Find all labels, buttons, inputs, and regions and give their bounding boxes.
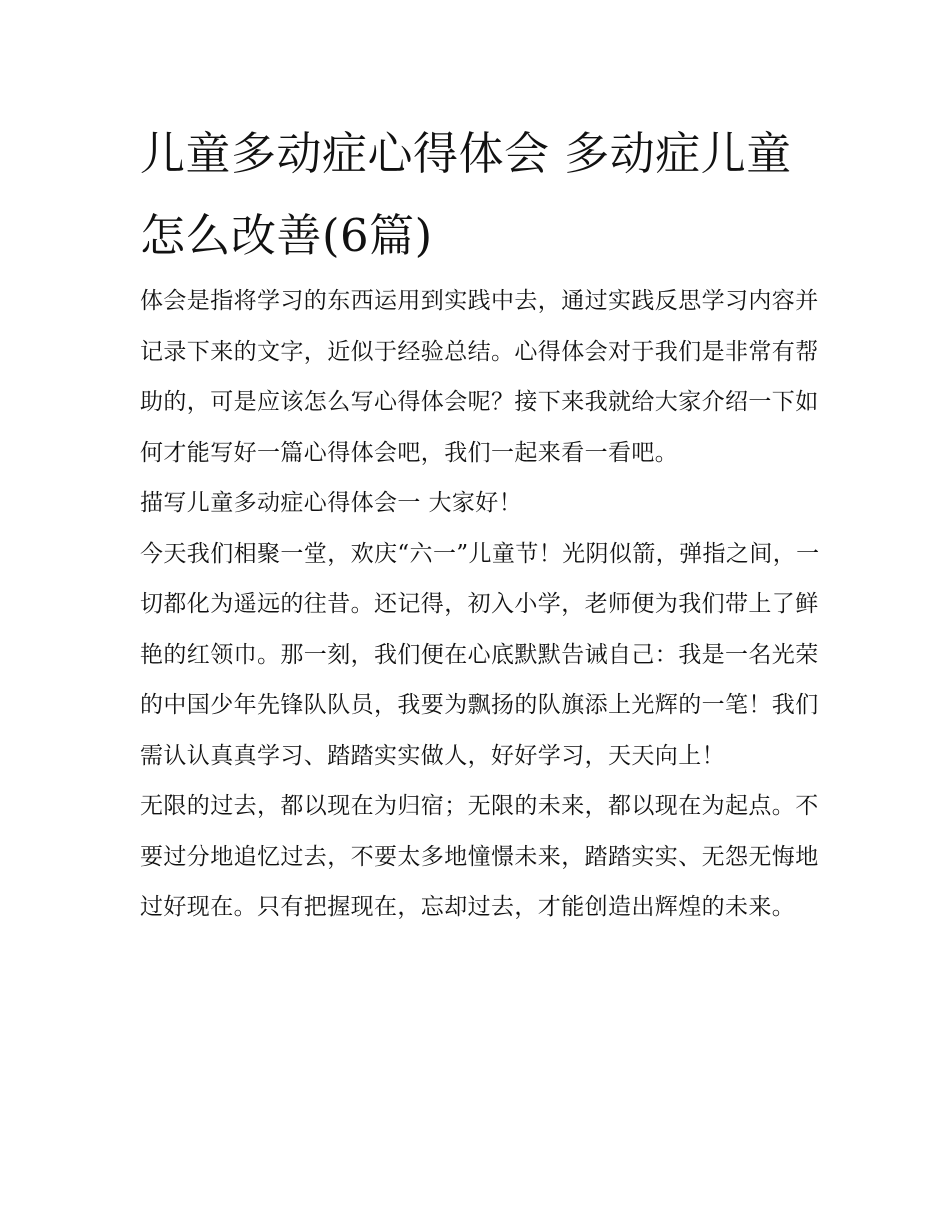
intro-paragraph: 体会是指将学习的东西运用到实践中去，通过实践反思学习内容并记录下来的文字，近似于经验总结。心得体会对于我们是非常有帮助的，可是应该怎么写心得体会呢？接下来我就给大家介绍一下如何才能写好一篇心得体会吧，我们一起来看一看吧。 <box>140 288 819 466</box>
document-body <box>140 276 820 933</box>
document-title: 儿童多动症心得体会 多动症儿童怎么改善(6篇) <box>140 127 792 262</box>
body-paragraph: 无限的过去，都以现在为归宿；无限的未来，都以现在为起点。不要过分地追忆过去，不要太多地憧憬未来，踏踏实实、无怨无悔地过好现在。只有把握现在，忘却过去，才能创造出辉煌的未来。 <box>140 793 819 920</box>
section-heading-paragraph: 描写儿童多动症心得体会一 大家好！ <box>140 490 523 516</box>
body-paragraph: 今天我们相聚一堂，欢庆“六一”儿童节！光阴似箭，弹指之间，一切都化为遥远的往昔。还记得，初入小学，老师便为我们带上了鲜艳的红领巾。那一刻，我们便在心底默默告诫自己：我是一名光荣的中国少年先锋队队员，我要为飘扬的队旗添上光辉的一笔！我们需认认真真学习、踏踏实实做人，好好学习，天天向上！ <box>140 540 820 769</box>
